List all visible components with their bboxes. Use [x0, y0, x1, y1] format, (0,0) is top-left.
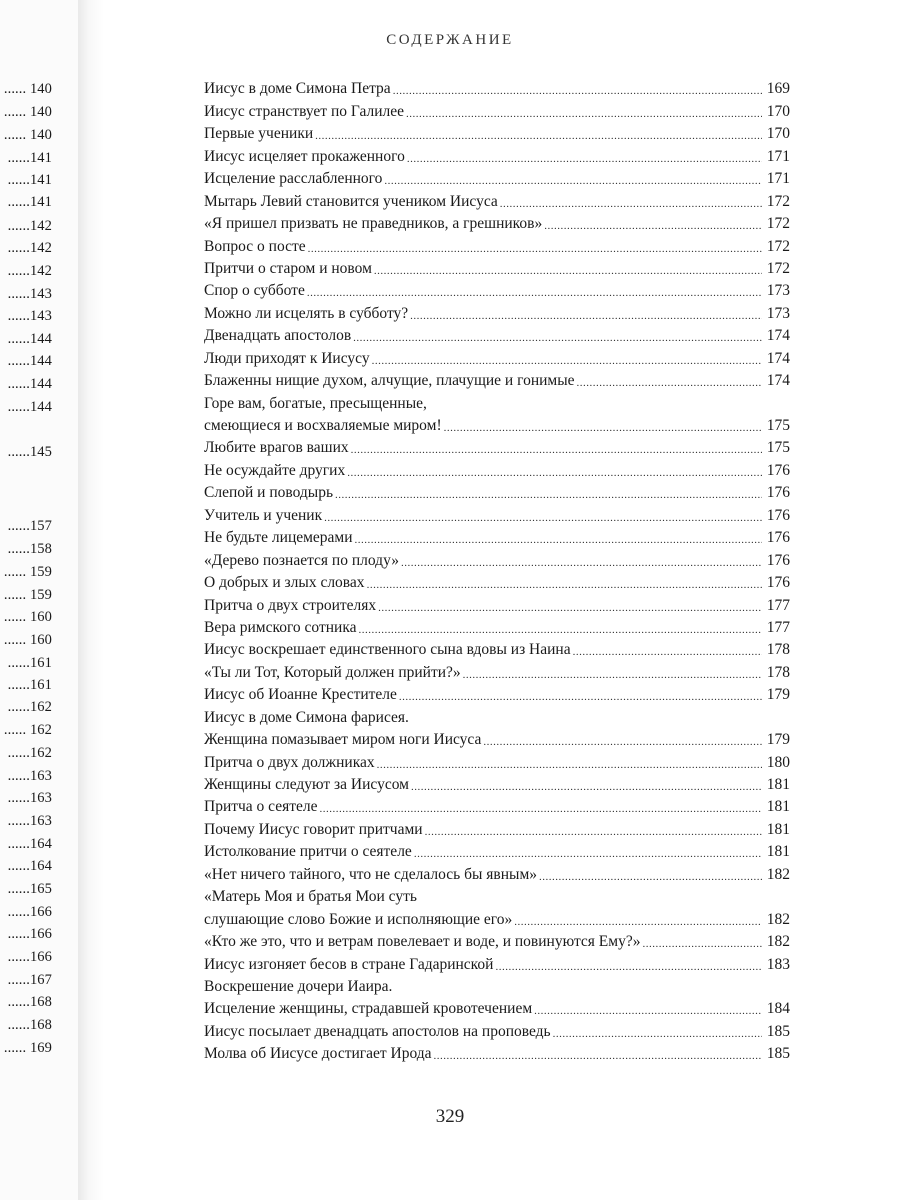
toc-entry — [204, 370, 790, 392]
toc-entry — [204, 818, 790, 840]
toc-entry — [204, 998, 790, 1020]
toc-entry-title: слушающие слово Божие и исполняющие его» — [204, 910, 513, 928]
left-column-entry: ......164 — [7, 858, 52, 874]
dot-leader — [367, 576, 762, 594]
toc-entry-page: 171 — [766, 170, 790, 188]
toc-entry-title: Иисус исцеляет прокаженного — [204, 147, 405, 165]
toc-entry-title: Блаженны нищие духом, алчущие, плачущие и гонимые — [204, 372, 575, 390]
left-column-entry: ......164 — [7, 836, 52, 852]
dot-leader — [384, 172, 762, 190]
toc-entry-page: 179 — [766, 686, 790, 704]
left-column-entry: ......163 — [7, 813, 52, 829]
toc-entry — [204, 437, 790, 459]
left-column-entry: ......145 — [7, 444, 52, 460]
toc-entry — [204, 976, 790, 998]
toc-entry-page: 177 — [766, 596, 790, 614]
toc-entry — [204, 931, 790, 953]
dot-leader — [434, 1047, 762, 1065]
toc-entry — [204, 78, 790, 100]
left-column-entry: ......162 — [7, 699, 52, 715]
left-column-entry: ......144 — [7, 399, 52, 415]
toc-entry — [204, 280, 790, 302]
toc-entry-page: 182 — [766, 933, 790, 951]
toc-entry — [204, 213, 790, 235]
previous-page-column — [0, 0, 78, 1200]
toc-entry-page: 170 — [766, 125, 790, 143]
left-column-entry: ......144 — [7, 331, 52, 347]
toc-entry-title: Притчи о старом и новом — [204, 259, 372, 277]
left-column-entry: ......142 — [7, 240, 52, 256]
book-gutter — [78, 0, 104, 1200]
toc-entry — [204, 325, 790, 347]
dot-leader — [347, 464, 762, 482]
toc-entry-page: 172 — [766, 259, 790, 277]
dot-leader — [500, 195, 762, 213]
toc-entry — [204, 123, 790, 145]
dot-leader — [320, 800, 762, 818]
left-column-entry: ......141 — [7, 172, 52, 188]
toc-entry — [204, 594, 790, 616]
toc-entry — [204, 392, 790, 414]
left-column-entry: ...... 140 — [3, 104, 52, 120]
toc-entry — [204, 100, 790, 122]
toc-entry-page: 184 — [766, 1000, 790, 1018]
toc-entry-page: 182 — [766, 910, 790, 928]
toc-entry — [204, 190, 790, 212]
toc-entry — [204, 886, 790, 908]
toc-entry-page: 183 — [766, 955, 790, 973]
dot-leader — [359, 621, 762, 639]
left-column-entry: ......161 — [7, 655, 52, 671]
dot-leader — [353, 329, 762, 347]
toc-entry-page: 169 — [766, 80, 790, 98]
toc-entry-page: 176 — [766, 574, 790, 592]
toc-entry-title: Учитель и ученик — [204, 506, 323, 524]
toc-entry-page: 185 — [766, 1022, 790, 1040]
dot-leader — [324, 509, 762, 527]
toc-entry-title: Двенадцать апостолов — [204, 327, 352, 345]
toc-entry-title: «Дерево познается по плоду» — [204, 551, 399, 569]
toc-entry-title: Иисус изгоняет бесов в стране Гадаринской — [204, 955, 494, 973]
dot-leader — [374, 262, 762, 280]
toc-entry-title: Первые ученики — [204, 125, 314, 143]
toc-entry-title: Воскрешение дочери Иаира. — [204, 977, 393, 995]
toc-entry — [204, 908, 790, 930]
left-column-entry: ......142 — [7, 263, 52, 279]
dot-leader — [308, 240, 762, 258]
left-column-entry: ...... 160 — [3, 609, 52, 625]
toc-entry-page: 172 — [766, 192, 790, 210]
toc-entry — [204, 572, 790, 594]
toc-entry-title: Иисус об Иоанне Крестителе — [204, 686, 397, 704]
toc-entry — [204, 415, 790, 437]
dot-leader — [544, 217, 762, 235]
dot-leader — [411, 778, 762, 796]
toc-entry-title: Иисус посылает двенадцать апостолов на проповедь — [204, 1022, 551, 1040]
toc-entry-title: Молва об Иисусе достигает Ирода — [204, 1045, 432, 1063]
left-column-entry: ...... 140 — [3, 81, 52, 97]
dot-leader — [355, 531, 762, 549]
page-number: 329 — [435, 1106, 465, 1127]
toc-entry-title: Притча о сеятеле — [204, 798, 318, 816]
toc-entry-page: 178 — [766, 663, 790, 681]
toc-entry-page: 181 — [766, 820, 790, 838]
toc-entry-title: Почему Иисус говорит притчами — [204, 820, 423, 838]
left-column-entry: ......157 — [7, 518, 52, 534]
left-column-entry: ......161 — [7, 677, 52, 693]
toc-entry — [204, 953, 790, 975]
toc-entry-title: Вера римского сотника — [204, 618, 357, 636]
toc-entry-title: Спор о субботе — [204, 282, 305, 300]
dot-leader — [425, 823, 762, 841]
toc-entry-page: 171 — [766, 147, 790, 165]
toc-entry — [204, 482, 790, 504]
dot-leader — [573, 643, 762, 661]
toc-entry — [204, 235, 790, 257]
toc-entry-title: Истолкование притчи о сеятеле — [204, 843, 412, 861]
left-column-entry: ...... 162 — [3, 722, 52, 738]
toc-entry-title: О добрых и злых словах — [204, 574, 365, 592]
dot-leader — [463, 666, 762, 684]
toc-entry-title: Горе вам, богатые, пресыщенные, — [204, 394, 427, 412]
dot-leader — [414, 845, 762, 863]
left-column-entry: ......163 — [7, 768, 52, 784]
toc-entry-page: 170 — [766, 102, 790, 120]
dot-leader — [378, 599, 762, 617]
left-column-entry: ...... 160 — [3, 632, 52, 648]
left-column-entry: ...... 159 — [3, 587, 52, 603]
left-column-entry: ......141 — [7, 150, 52, 166]
left-column-entry: ...... 169 — [3, 1040, 52, 1056]
toc-entry-page: 185 — [766, 1045, 790, 1063]
toc-entry — [204, 1020, 790, 1042]
left-column-entry: ......168 — [7, 994, 52, 1010]
toc-entry — [204, 302, 790, 324]
toc-entry — [204, 168, 790, 190]
dot-leader — [377, 756, 762, 774]
toc-entry — [204, 504, 790, 526]
dot-leader — [553, 1025, 762, 1043]
toc-entry-title: смеющиеся и восхваляемые миром! — [204, 417, 442, 434]
dot-leader — [539, 868, 762, 886]
left-column-entry: ......144 — [7, 376, 52, 392]
left-column-entry: ...... 140 — [3, 127, 52, 143]
left-column-entry: ......167 — [7, 972, 52, 988]
dot-leader — [407, 150, 762, 168]
left-column-entry: ......168 — [7, 1017, 52, 1033]
left-column-entry: ......165 — [7, 881, 52, 897]
dot-leader — [534, 1002, 762, 1020]
toc-entry-page: 178 — [766, 641, 790, 659]
toc-entry-page: 180 — [766, 753, 790, 771]
dot-leader — [315, 127, 762, 145]
dot-leader — [495, 958, 762, 976]
toc-entry-title: Притча о двух строителях — [204, 596, 377, 614]
toc-entry-title: Люди приходят к Иисусу — [204, 349, 370, 367]
toc-entry-title: Иисус в доме Симона Петра — [204, 80, 391, 98]
toc-entry-page: 181 — [766, 798, 790, 816]
toc-entry-page: 181 — [766, 776, 790, 793]
toc-entry-page: 179 — [766, 731, 790, 749]
toc-entry-page: 173 — [766, 282, 790, 300]
toc-entry — [204, 347, 790, 369]
toc-entry-page: 173 — [766, 304, 790, 322]
toc-entry-page: 177 — [766, 618, 790, 636]
toc-entry — [204, 527, 790, 549]
dot-leader — [351, 441, 762, 459]
left-column-entry: ......143 — [7, 286, 52, 302]
toc-entry-title: Иисус в доме Симона фарисея. — [204, 708, 409, 726]
toc-entry — [204, 774, 790, 796]
toc-entry-title: Иисус странствует по Галилее — [204, 102, 404, 120]
left-column-entry: ......166 — [7, 904, 52, 920]
toc-entry-page: 174 — [766, 349, 790, 367]
toc-entry — [204, 639, 790, 661]
toc-entry-page: 182 — [766, 865, 790, 883]
toc-entry-page: 172 — [766, 237, 790, 255]
left-column-entry: ......166 — [7, 926, 52, 942]
left-column-entry: ......144 — [7, 353, 52, 369]
toc-entry-title: Вопрос о посте — [204, 237, 306, 255]
toc-entry-title: Не осуждайте других — [204, 461, 346, 479]
toc-entry-title: «Я пришел призвать не праведников, а грешников» — [204, 215, 543, 233]
toc-entry-title: Можно ли исцелять в субботу? — [204, 304, 409, 322]
toc-entry-page: 176 — [766, 506, 790, 524]
toc-entry — [204, 684, 790, 706]
toc-entry — [204, 661, 790, 683]
left-column-entry: ......163 — [7, 790, 52, 806]
toc-entry-title: «Матерь Моя и братья Мои суть — [204, 888, 417, 906]
dot-leader — [483, 733, 762, 751]
toc-entry — [204, 751, 790, 773]
toc-entry-page: 172 — [766, 215, 790, 233]
toc-entry-page: 181 — [766, 843, 790, 861]
dot-leader — [307, 284, 762, 302]
left-column-entry: ......162 — [7, 745, 52, 761]
table-of-contents — [204, 78, 790, 1065]
toc-entry-title: Женщины следуют за Иисусом — [204, 776, 409, 793]
page-title: СОДЕРЖАНИЕ — [386, 32, 514, 48]
dot-leader — [577, 374, 762, 392]
toc-entry — [204, 258, 790, 280]
toc-entry — [204, 796, 790, 818]
toc-entry-title: Женщина помазывает миром ноги Иисуса — [204, 731, 482, 749]
dot-leader — [444, 419, 762, 437]
toc-entry — [204, 459, 790, 481]
dot-leader — [399, 688, 762, 706]
left-column-entry: ......158 — [7, 541, 52, 557]
toc-entry-page: 176 — [766, 551, 790, 569]
dot-leader — [406, 105, 762, 123]
left-column-entry: ......166 — [7, 949, 52, 965]
toc-entry-page: 175 — [766, 417, 790, 434]
dot-leader — [393, 82, 762, 100]
dot-leader — [335, 486, 762, 504]
toc-entry-page: 175 — [766, 439, 790, 457]
toc-entry — [204, 549, 790, 571]
dot-leader — [401, 554, 762, 572]
toc-entry — [204, 863, 790, 885]
left-column-entry: ......143 — [7, 308, 52, 324]
toc-entry-page: 176 — [766, 484, 790, 502]
dot-leader — [514, 913, 762, 931]
dot-leader — [642, 935, 762, 953]
toc-entry-title: Иисус воскрешает единственного сына вдовы из Наина — [204, 641, 571, 659]
toc-entry-title: Слепой и поводырь — [204, 484, 334, 502]
toc-entry-page: 174 — [766, 327, 790, 345]
left-column-entry: ......141 — [7, 194, 52, 210]
toc-entry — [204, 617, 790, 639]
toc-entry-title: Мытарь Левий становится учеником Иисуса — [204, 192, 498, 210]
dot-leader — [410, 307, 762, 325]
dot-leader — [372, 352, 762, 370]
toc-entry-title: Исцеление женщины, страдавшей кровотечением — [204, 1000, 533, 1018]
toc-entry-title: «Кто же это, что и ветрам повелевает и воде, и повинуются Ему?» — [204, 933, 641, 951]
toc-entry-page: 176 — [766, 529, 790, 547]
toc-entry — [204, 841, 790, 863]
toc-entry-title: Не будьте лицемерами — [204, 529, 353, 547]
toc-entry-page: 174 — [766, 372, 790, 390]
toc-entry-page: 176 — [766, 461, 790, 479]
toc-entry-title: «Ты ли Тот, Который должен прийти?» — [204, 663, 461, 681]
toc-entry — [204, 706, 790, 728]
toc-entry — [204, 145, 790, 167]
toc-entry-title: Исцеление расслабленного — [204, 170, 383, 188]
toc-entry-title: Притча о двух должниках — [204, 753, 375, 771]
left-column-entry: ...... 159 — [3, 564, 52, 580]
left-column-entry: ......142 — [7, 218, 52, 234]
toc-entry — [204, 729, 790, 751]
toc-entry — [204, 1043, 790, 1065]
toc-entry-title: «Нет ничего тайного, что не сделалось бы явным» — [204, 865, 538, 883]
toc-entry-title: Любите врагов ваших — [204, 439, 349, 457]
